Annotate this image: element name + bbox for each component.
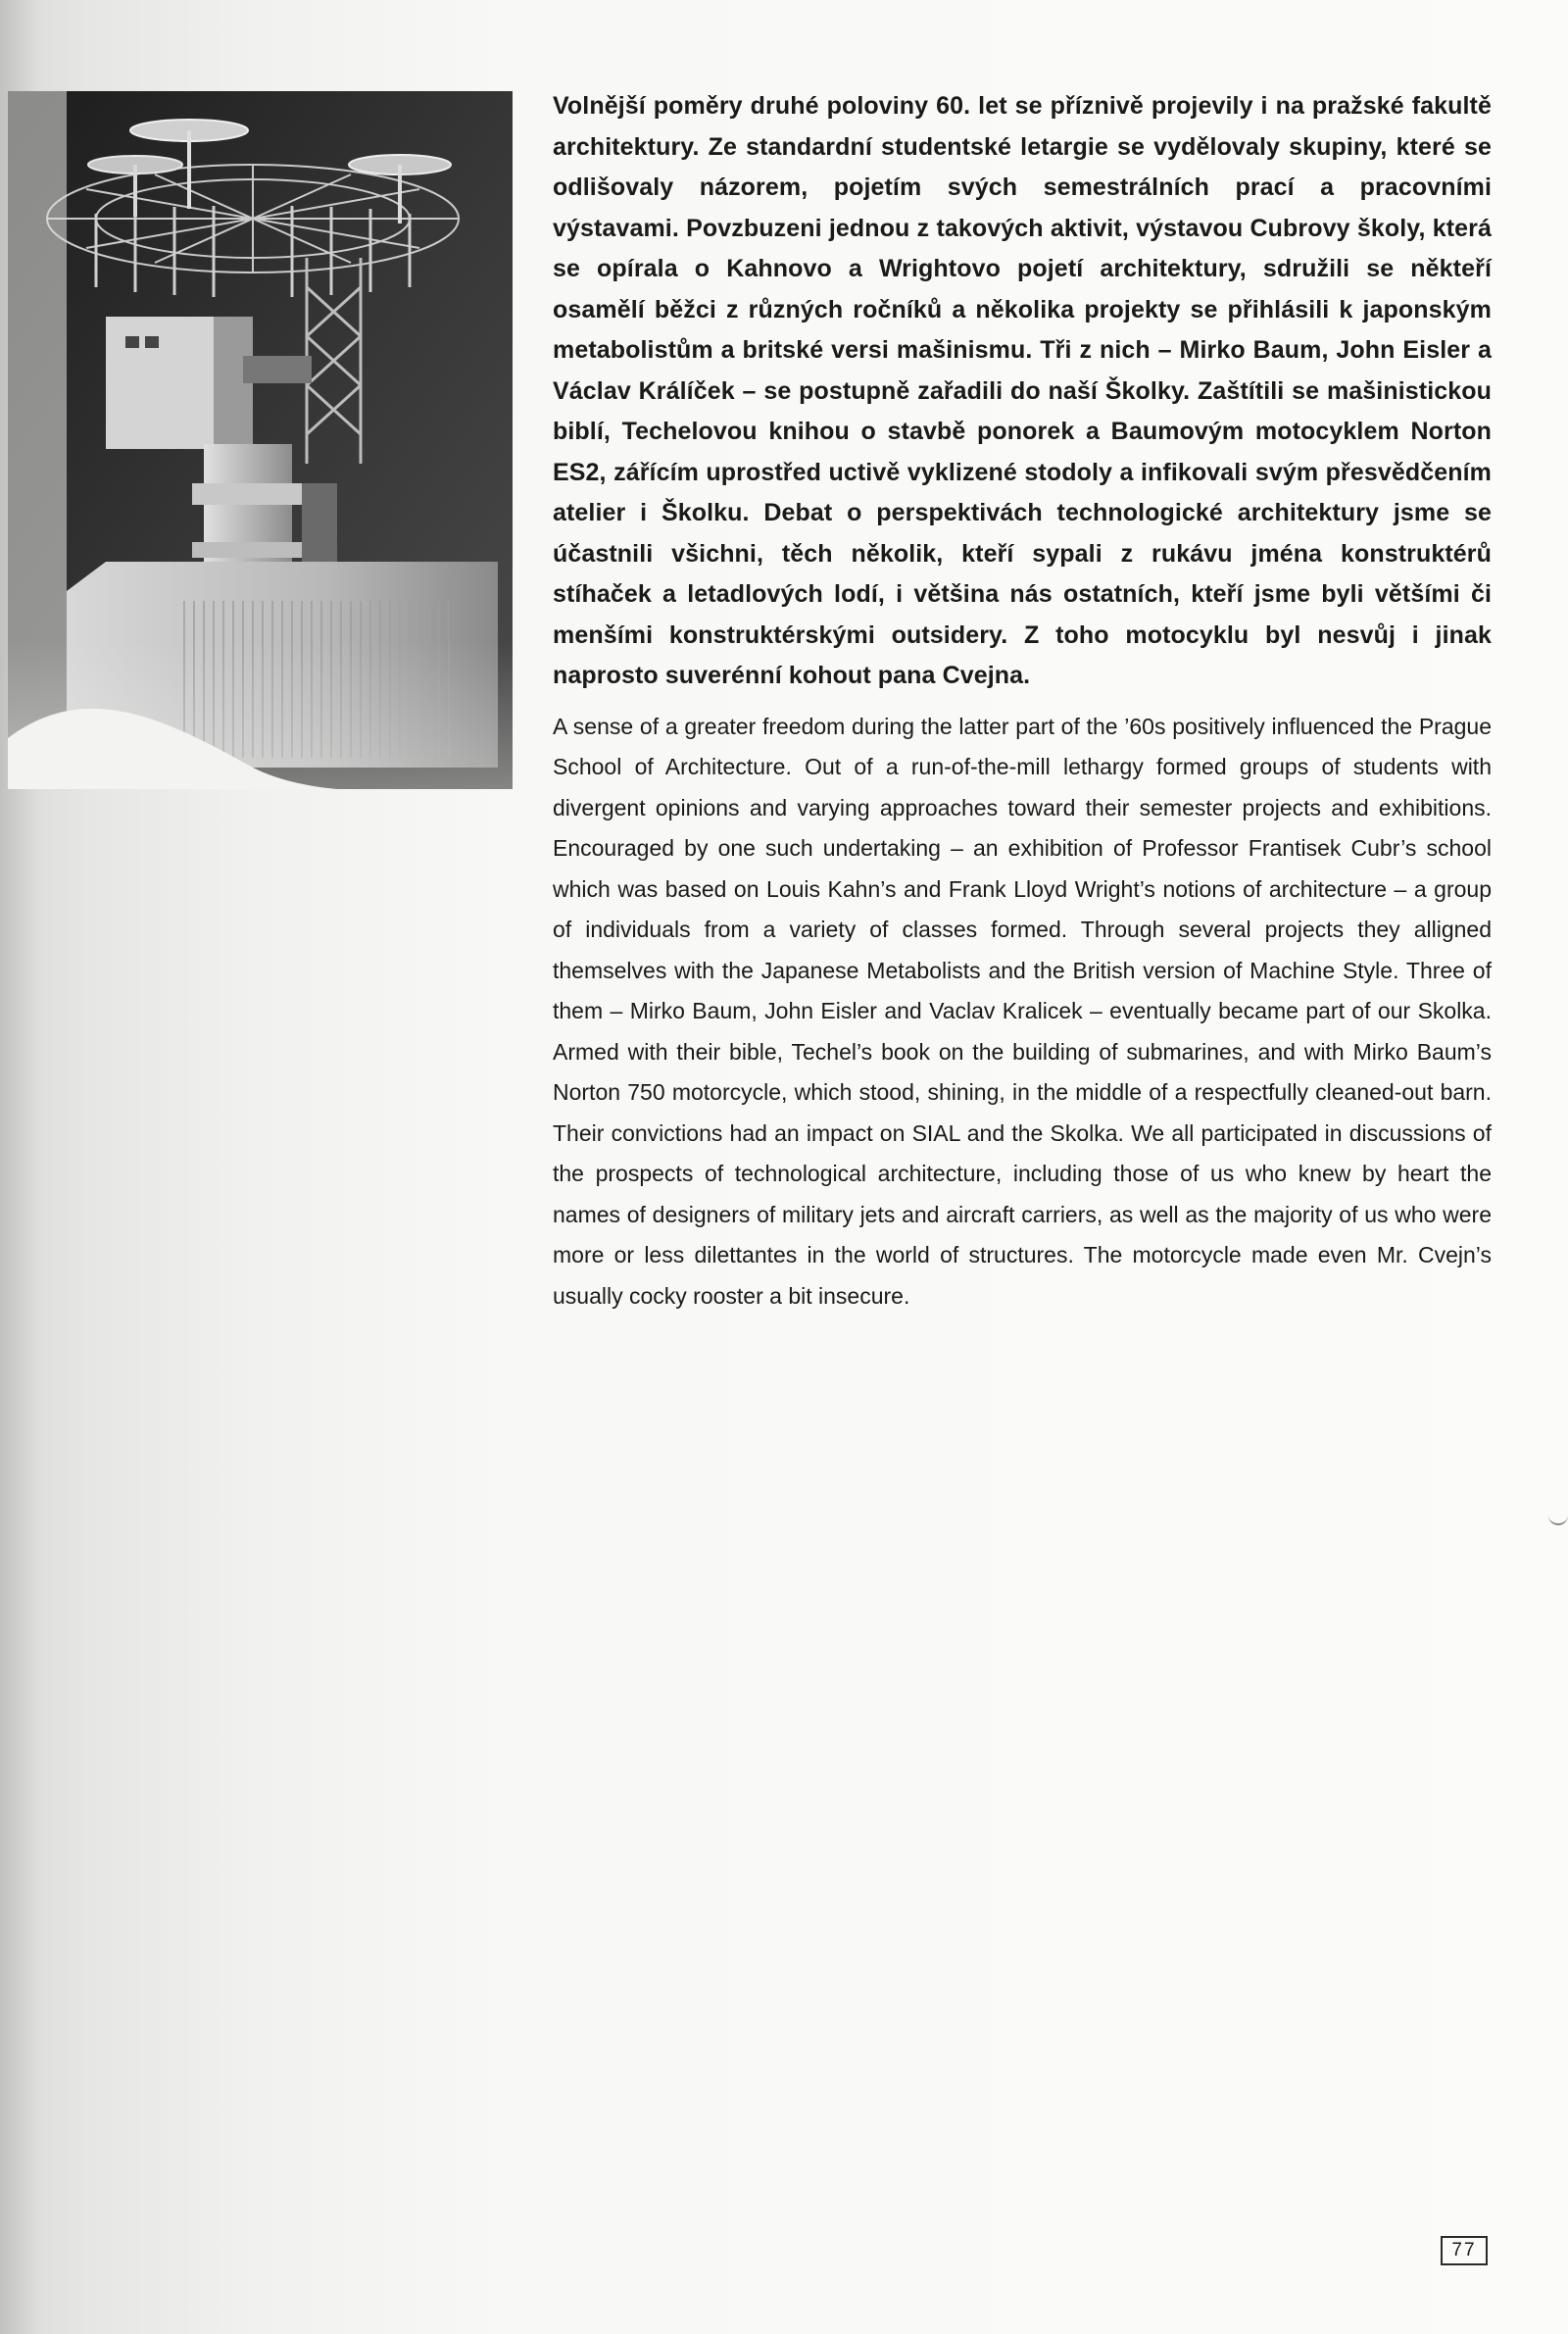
page-number: 77 bbox=[1441, 2236, 1488, 2265]
tower-model-photo bbox=[8, 91, 513, 789]
architectural-model-photo-icon bbox=[8, 91, 513, 789]
article-text bbox=[553, 86, 1492, 1316]
english-paragraph: A sense of a greater freedom during the latter part of the ’60s positively influenced the Prague School of Architecture. Out of a run-of-the-mill lethargy formed groups of students with divergent opinions and varying approaches toward their semester projects and exhibitions. Encouraged by one such undertaking – an exhibition of Professor Frantisek Cubr’s school which was based on Louis Kahn’s and Frank Lloyd Wright’s notions of architecture – a group of individuals from a variety of classes formed. Through several projects they alligned themselves with the Japanese Metabolists and the British version of Machine Style. Three of them – Mirko Baum, John Eisler and Vaclav Kralicek – eventually became part of our Skolka. Armed with their bible, Techel’s book on the building of submarines, and with Mirko Baum’s Norton 750 motorcycle, which stood, shining, in the middle of a respectfully cleaned-out barn. Their convictions had an impact on SIAL and the Skolka. We all participated in discussions of the prospects of technological architecture, including those of us who knew by heart the names of designers of military jets and aircraft carriers, as well as the majority of us who were more or less dilettantes in the world of structures. The motorcycle made even Mr. Cvejn’s usually cocky rooster a bit insecure. bbox=[553, 713, 1492, 1309]
czech-paragraph: Volnější poměry druhé poloviny 60. let se příznivě projevily i na pražské fakultě architektury. Ze standardní studentské letargie se vydělovaly skupiny, které se odlišovaly názorem, pojetím svých semestrálních prací a pracovními výstavami. Povzbuzeni jednou z takových aktivit, výstavou Cubrovy školy, která se opírala o Kahnovo a Wrightovo pojetí architektury, sdružili se někteří osamělí běžci z různých ročníků a několika projekty se přihlásili k japonským metabolistům a britské versi mašinismu. Tři z nich – Mirko Baum, John Eisler a Václav Králíček – se postupně zařadili do naší Školky. Zaštítili se mašinistickou biblí, Techelovou knihou o stavbě ponorek a Baumovým motocyklem Norton ES2, zářícím uprostřed uctivě vyklizené stodoly a infikovali svým přesvědčením atelier i Školku. Debat o perspektivách technologické architektury jsme se účastnili všichni, těch několik, kteří sypali z rukávu jména konstruktérů stíhaček a letadlových lodí, i většina nás ostatních, kteří jsme byli většími či menšími konstruktérskými outsidery. Z toho motocyklu byl nesvůj i jinak naprosto suverénní kohout pana Cvejna. bbox=[553, 92, 1492, 689]
page-edge-mark bbox=[1548, 1510, 1568, 1525]
